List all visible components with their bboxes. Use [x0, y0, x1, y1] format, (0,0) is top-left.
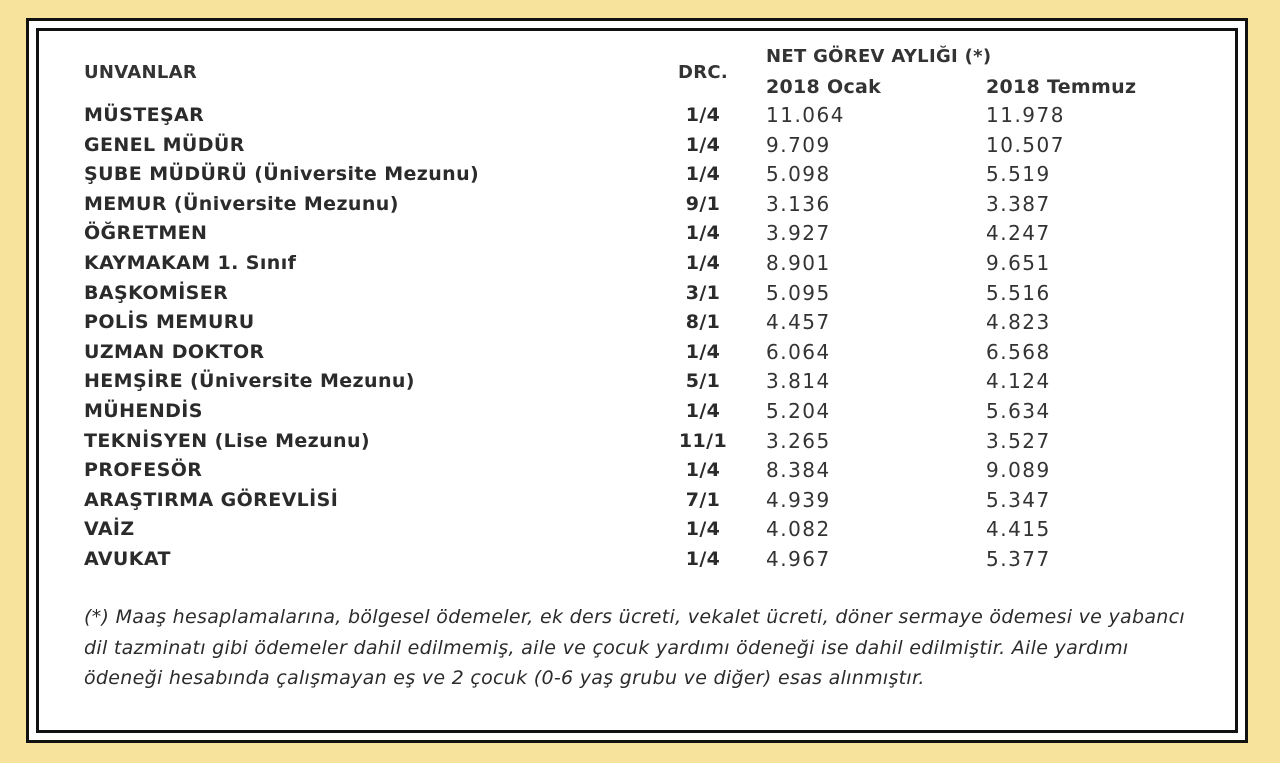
row-title: HEMŞİRE (Üniversite Mezunu): [84, 370, 415, 393]
row-ocak-value: 4.967: [766, 546, 831, 571]
row-title: ARAŞTIRMA GÖREVLİSİ: [84, 488, 339, 511]
table-row: [84, 250, 1204, 280]
row-drc: 5/1: [685, 370, 721, 393]
row-ocak-value: 5.098: [766, 162, 831, 187]
row-title: ŞUBE MÜDÜRÜ (Üniversite Mezunu): [84, 163, 480, 186]
row-title: UZMAN DOKTOR: [84, 340, 265, 363]
row-temmuz-value: 4.823: [986, 310, 1051, 335]
row-temmuz-value: 5.519: [986, 162, 1051, 187]
row-drc: 8/1: [685, 311, 721, 334]
row-ocak-value: 4.082: [766, 517, 831, 542]
row-title: MÜHENDİS: [84, 399, 203, 422]
row-temmuz-value: 3.387: [986, 191, 1051, 216]
table-row: [84, 516, 1204, 546]
table-row: [84, 398, 1204, 428]
row-ocak-value: 3.265: [766, 428, 831, 453]
row-title: POLİS MEMURU: [84, 311, 255, 334]
row-ocak-value: 5.204: [766, 398, 831, 423]
row-ocak-value: 3.927: [766, 221, 831, 246]
row-temmuz-value: 5.634: [986, 398, 1051, 423]
row-title: BAŞKOMİSER: [84, 281, 229, 304]
row-title: TEKNİSYEN (Lise Mezunu): [84, 429, 370, 452]
footnote: (*) Maaş hesaplamalarına, bölgesel ödemeler, ek ders ücreti, vekalet ücreti, döner sermaye ödemesi ve yabancı dil tazminatı gibi ödemeler dahil edilmemiş, aile ve çocuk yardımı ödeneği ise dahil edilmiştir. Aile yardımı ödeneği hesabında çalışmayan eş ve 2 çocuk (0-6 yaş grubu ve diğer) esas alınmıştır.: [84, 606, 1185, 689]
row-drc: 1/4: [685, 399, 721, 422]
row-temmuz-value: 9.089: [986, 458, 1051, 483]
row-ocak-value: 8.901: [766, 250, 831, 275]
row-temmuz-value: 5.516: [986, 280, 1051, 305]
row-drc: 3/1: [685, 281, 721, 304]
row-ocak-value: 4.939: [766, 487, 831, 512]
row-temmuz-value: 4.124: [986, 369, 1051, 394]
row-temmuz-value: 9.651: [986, 250, 1051, 275]
table-body: [84, 102, 1204, 576]
table-row: [84, 102, 1204, 132]
row-drc: 11/1: [678, 429, 728, 452]
row-drc: 1/4: [685, 547, 721, 570]
row-ocak-value: 11.064: [766, 103, 845, 127]
row-title: AVUKAT: [84, 547, 171, 570]
row-drc: 1/4: [685, 104, 721, 126]
table-row: [84, 487, 1204, 517]
header-net-salary-group: NET GÖREV AYLIĞI (*): [766, 46, 992, 67]
table-row: [84, 309, 1204, 339]
table-row: [84, 220, 1204, 250]
row-ocak-value: 8.384: [766, 458, 831, 483]
row-temmuz-value: 4.247: [986, 221, 1051, 246]
row-title: MEMUR (Üniversite Mezunu): [84, 192, 399, 215]
row-drc: 1/4: [685, 222, 721, 245]
header-title-column: UNVANLAR: [84, 62, 198, 83]
table-row: [84, 368, 1204, 398]
row-title: KAYMAKAM 1. Sınıf: [84, 251, 297, 274]
header-2018-ocak: 2018 Ocak: [766, 76, 882, 98]
table-row: [84, 339, 1204, 369]
row-drc: 1/4: [685, 340, 721, 363]
row-temmuz-value: 10.507: [986, 132, 1065, 157]
row-ocak-value: 3.136: [766, 191, 831, 216]
row-ocak-value: 4.457: [766, 310, 831, 335]
row-title: VAİZ: [84, 518, 135, 541]
row-title: ÖĞRETMEN: [84, 222, 208, 245]
table-row: [84, 191, 1204, 221]
row-temmuz-value: 11.978: [986, 103, 1065, 127]
row-temmuz-value: 3.527: [986, 428, 1051, 453]
table-row: [84, 161, 1204, 191]
row-drc: 1/4: [685, 133, 721, 156]
row-drc: 1/4: [685, 459, 721, 482]
row-ocak-value: 5.095: [766, 280, 831, 305]
row-drc: 1/4: [685, 163, 721, 186]
table-row: [84, 457, 1204, 487]
row-temmuz-value: 6.568: [986, 339, 1051, 364]
row-temmuz-value: 4.415: [986, 517, 1051, 542]
row-drc: 1/4: [685, 251, 721, 274]
row-ocak-value: 9.709: [766, 132, 831, 157]
row-title: MÜSTEŞAR: [84, 104, 205, 126]
row-temmuz-value: 5.347: [986, 487, 1051, 512]
table-row: [84, 428, 1204, 458]
row-title: PROFESÖR: [84, 459, 203, 482]
row-ocak-value: 6.064: [766, 339, 831, 364]
row-temmuz-value: 5.377: [986, 546, 1051, 571]
row-ocak-value: 3.814: [766, 369, 831, 394]
table-row: [84, 132, 1204, 162]
row-drc: 7/1: [685, 488, 721, 511]
row-title: GENEL MÜDÜR: [84, 133, 245, 156]
row-drc: 1/4: [685, 518, 721, 541]
table-row: [84, 546, 1204, 576]
header-drc-column: DRC.: [677, 62, 729, 83]
table-row: [84, 280, 1204, 310]
header-2018-temmuz: 2018 Temmuz: [986, 76, 1137, 98]
row-drc: 9/1: [685, 192, 721, 215]
